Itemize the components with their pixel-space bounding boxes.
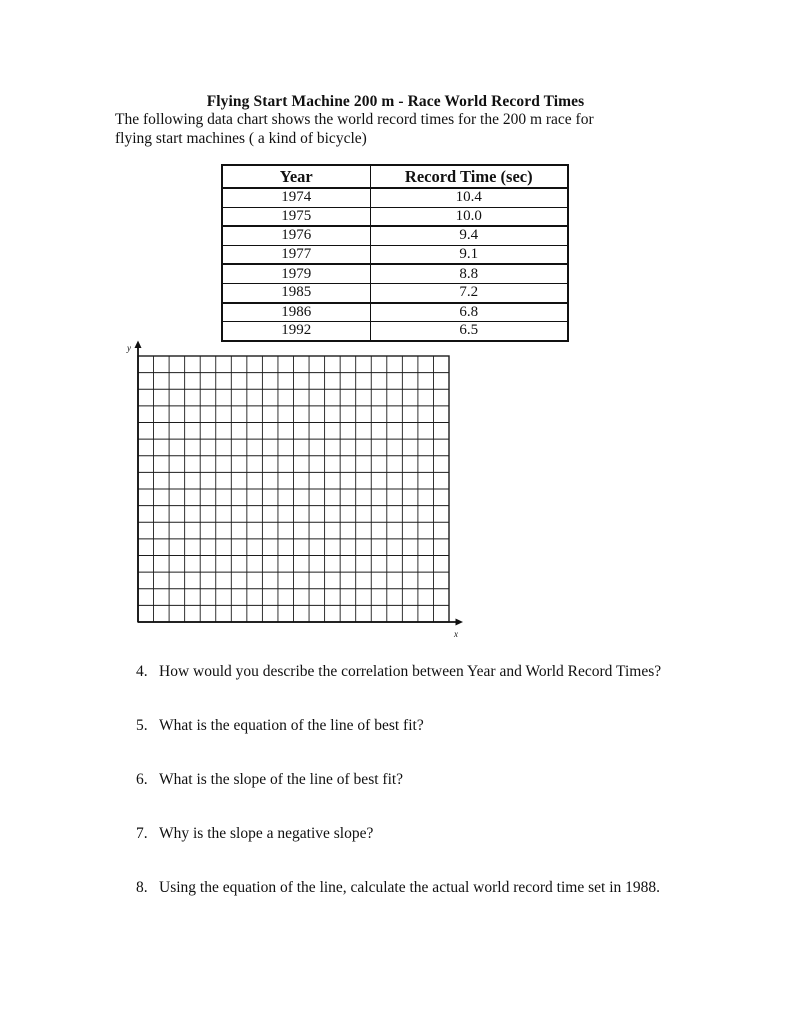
record-times-table bbox=[221, 164, 569, 342]
table-row bbox=[222, 226, 568, 245]
question-number: 7. bbox=[136, 825, 148, 842]
question-5 bbox=[136, 716, 746, 735]
question-text: Using the equation of the line, calculate the actual world record time set in 1988. bbox=[159, 879, 661, 896]
intro-paragraph bbox=[115, 111, 655, 148]
question-text: What is the slope of the line of best fit? bbox=[159, 771, 404, 788]
time-cell: 8.8 bbox=[370, 264, 568, 283]
record-time-column-header: Record Time (sec) bbox=[370, 165, 568, 188]
table-row bbox=[222, 264, 568, 283]
question-number: 8. bbox=[136, 879, 148, 896]
year-cell: 1979 bbox=[222, 264, 370, 283]
year-cell: 1977 bbox=[222, 245, 370, 264]
question-text: What is the equation of the line of best fit? bbox=[159, 717, 424, 734]
time-cell: 6.5 bbox=[459, 322, 479, 339]
question-text: How would you describe the correlation between Year and World Record Times? bbox=[159, 663, 662, 680]
time-cell: 9.4 bbox=[370, 226, 568, 245]
time-cell: 9.1 bbox=[370, 245, 568, 264]
year-cell: 1986 bbox=[222, 303, 370, 322]
intro-line-1: The following data chart shows the world record times for the 200 m race for bbox=[115, 111, 594, 128]
question-list bbox=[136, 662, 746, 932]
y-axis-arrow-icon bbox=[135, 341, 142, 349]
x-axis-label: x bbox=[454, 629, 458, 639]
table-header-row bbox=[222, 165, 568, 188]
table-row bbox=[222, 303, 568, 322]
grid-lines bbox=[138, 356, 449, 622]
table-row bbox=[222, 245, 568, 264]
time-cell: 10.0 bbox=[370, 207, 568, 226]
table-row bbox=[222, 322, 568, 341]
table-row bbox=[222, 207, 568, 226]
year-cell: 1975 bbox=[222, 207, 370, 226]
year-cell: 1976 bbox=[222, 226, 370, 245]
year-cell: 1974 bbox=[222, 188, 370, 207]
time-cell: 7.2 bbox=[370, 283, 568, 302]
question-8 bbox=[136, 878, 746, 897]
x-axis-arrow-icon bbox=[456, 619, 464, 626]
time-cell: 6.8 bbox=[370, 303, 568, 322]
y-axis-label: y bbox=[127, 343, 131, 353]
intro-line-2: flying start machines ( a kind of bicycle) bbox=[115, 129, 367, 147]
question-number: 5. bbox=[136, 717, 148, 734]
table-row bbox=[222, 188, 568, 207]
question-6 bbox=[136, 770, 746, 789]
blank-graph-grid bbox=[124, 340, 469, 640]
question-text: Why is the slope a negative slope? bbox=[159, 825, 374, 842]
year-cell: 1992 bbox=[222, 322, 370, 341]
table-row bbox=[222, 283, 568, 302]
year-column-header: Year bbox=[222, 165, 370, 188]
worksheet-title: Flying Start Machine 200 m - Race World Record Times bbox=[206, 93, 585, 110]
year-cell: 1985 bbox=[222, 283, 370, 302]
time-cell: 10.4 bbox=[370, 188, 568, 207]
question-4 bbox=[136, 662, 746, 681]
question-number: 4. bbox=[136, 663, 148, 680]
question-7 bbox=[136, 824, 746, 843]
question-number: 6. bbox=[136, 771, 148, 788]
